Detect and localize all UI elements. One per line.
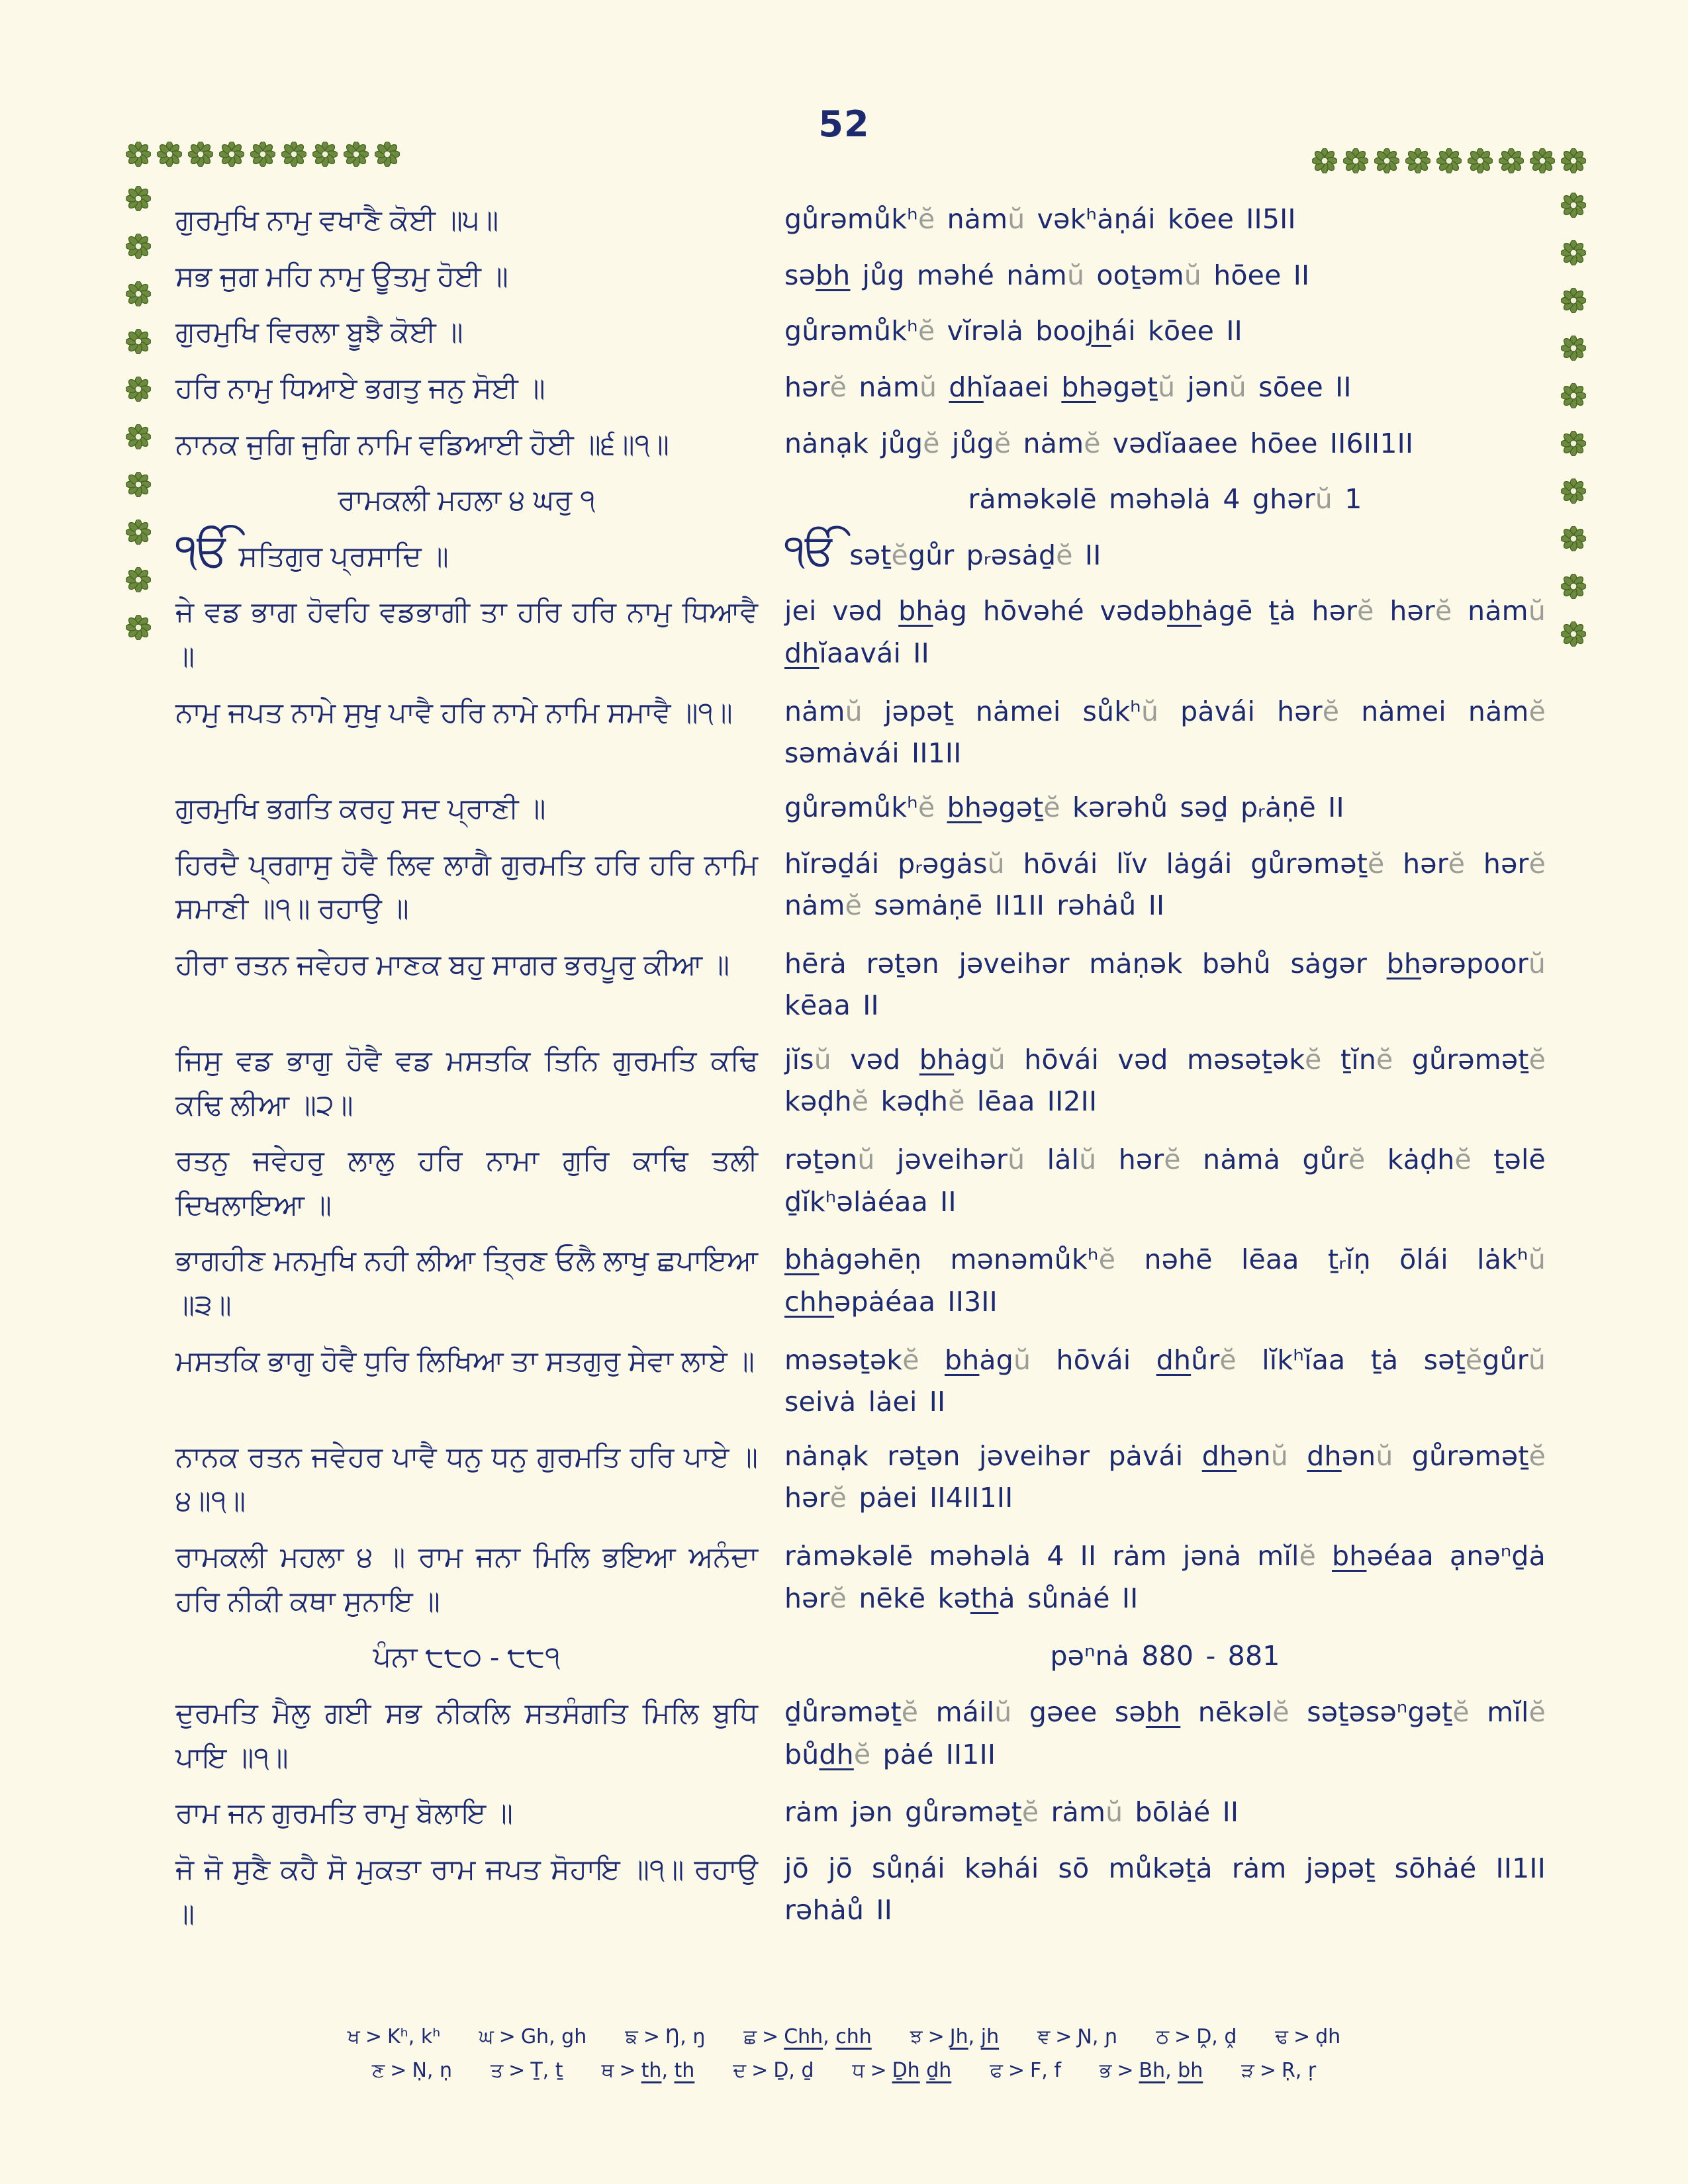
flower-icon: [1343, 148, 1368, 173]
verse-grid: [175, 199, 1546, 1948]
gurmukhi-text: ਜੋ ਜੋ ਸੁਣੈ ਕਹੈ ਸੋ ਮੁਕਤਾ ਰਾਮ ਜਪਤ ਸੋਹਾਇ ॥੧॥ ਰਹਾਉ ॥: [175, 1853, 758, 1930]
flower-icon: [250, 142, 275, 167]
flower-icon: [126, 472, 151, 497]
flower-icon: [1561, 621, 1586, 647]
flower-icon: [1561, 574, 1586, 599]
legend-item: [910, 2025, 999, 2048]
transliteration-text: rəṯənŭ jəveihərŭ lȧlŭ hərĕ nȧmȧ gůrĕ kȧḍhĕ ṯəlē ḏĭkʰəlȧéaa II: [784, 1144, 1546, 1218]
flower-icon: [312, 142, 338, 167]
transliteration-text: hērȧ rəṯən jəveihər mȧṇək bəhů sȧgər bhərəpoorŭ kēaa II: [784, 947, 1546, 1022]
flower-icon: [126, 377, 151, 402]
gurmukhi-letter: ਠ: [1156, 2025, 1170, 2048]
gurmukhi-text: ਗੁਰਮੁਖਿ ਵਿਰਲਾ ਬੂਝੈ ਕੋਈ ॥: [175, 316, 463, 349]
page-number: 52: [818, 103, 870, 145]
gurmukhi-text: ਰਾਮ ਜਨ ਗੁਰਮਤਿ ਰਾਮੁ ਬੋਲਾਇ ॥: [175, 1797, 513, 1830]
transliteration-text: səbh jůg məhé nȧmŭ ooṯəmŭ hōee II: [784, 259, 1310, 291]
legend-item: [491, 2059, 563, 2082]
legend-row: [0, 2025, 1688, 2048]
flower-icon: [1561, 526, 1586, 551]
transliteration-text: hərĕ nȧmŭ dhĭaaei bhəgəṯŭ jənŭ sōee II: [784, 371, 1352, 403]
legend-item: [1275, 2025, 1340, 2048]
flower-icon: [1530, 148, 1555, 173]
gurmukhi-letter: ਤ: [490, 2059, 504, 2082]
mapping-arrow: >: [1174, 2025, 1192, 2048]
legend-item: [601, 2059, 694, 2082]
legend-item: [348, 2025, 441, 2048]
flower-icon: [219, 142, 244, 167]
gurmukhi-text: ਪੰਨਾ ੮੮੦ - ੮੮੧: [373, 1641, 561, 1674]
mapping-arrow: >: [508, 2059, 526, 2082]
roman-equivalent: th, th: [641, 2059, 695, 2082]
roman-equivalent: ḍh: [1315, 2025, 1341, 2048]
gurmukhi-text: ਹੀਰਾ ਰਤਨ ਜਵੇਹਰ ਮਾਣਕ ਬਹੁ ਸਾਗਰ ਭਰਪੂਰੁ ਕੀਆ ॥: [175, 948, 730, 981]
gurmukhi-text: ਜਿਸੁ ਵਡ ਭਾਗੁ ਹੋਵੈ ਵਡ ਮਸਤਕਿ ਤਿਨਿ ਗੁਰਮਤਿ ਕਢਿ ਕਢਿ ਲੀਆ ॥੨॥: [175, 1044, 758, 1121]
gurmukhi-letter: ਦ: [733, 2059, 747, 2082]
gurmukhi-text: ਰਾਮਕਲੀ ਮਹਲਾ ੪ ਘਰੁ ੧: [338, 484, 596, 517]
flower-icon: [375, 142, 400, 167]
flower-icon: [157, 142, 182, 167]
legend-item: [743, 2025, 871, 2048]
transliteration-text: rȧməkəlē məhəlȧ 4 ghərŭ 1: [968, 483, 1362, 516]
mapping-arrow: >: [643, 2025, 660, 2048]
transliteration-text: pəⁿnȧ 880 - 881: [1050, 1640, 1280, 1672]
transliteration-text: bhȧgəhēṇ mənəmůkʰĕ nəhē lēaa ṯᵣĭṇ ōlái lȧkʰŭ chhəpȧéaa II3II: [784, 1244, 1546, 1318]
roman-equivalent: Ḏh ḏh: [892, 2059, 952, 2082]
ik-onkar-symbol: ੴ: [175, 524, 231, 576]
flower-icon: [344, 142, 369, 167]
mapping-arrow: >: [390, 2059, 407, 2082]
gurmukhi-text: ਰਤਨੁ ਜਵੇਹਰੁ ਲਾਲੁ ਹਰਿ ਨਾਮਾ ਗੁਰਿ ਕਾਢਿ ਤਲੀ ਦਿਖਲਾਇਆ ॥: [175, 1145, 758, 1221]
gurmukhi-letter: ਙ: [625, 2025, 638, 2048]
transliteration-text: jei vəd bhȧg hōvəhé vədəbhȧgē ṯȧ hərĕ hərĕ nȧmŭ dhĭaavái II: [784, 595, 1546, 670]
gurmukhi-letter: ਛ: [743, 2025, 757, 2048]
roman-equivalent: Ṛ, ṛ: [1281, 2059, 1317, 2082]
ik-onkar-symbol: ੴ: [784, 524, 838, 575]
flower-icon: [1312, 148, 1337, 173]
transliteration-text: gůrəmůkʰĕ bhəgəṯĕ kərəhů səḏ pᵣȧṇē II: [784, 791, 1344, 823]
roman-equivalent: Gh, gh: [520, 2025, 587, 2048]
mapping-arrow: >: [762, 2025, 779, 2048]
roman-equivalent: Chh, chh: [784, 2025, 872, 2048]
gurmukhi-text: ਨਾਨਕ ਜੁਗਿ ਜੁਗਿ ਨਾਮਿ ਵਡਿਆਈ ਹੋਈ ॥੬॥੧॥: [175, 428, 669, 461]
flower-icon: [1436, 148, 1462, 173]
legend-item: [853, 2059, 952, 2082]
mapping-arrow: >: [870, 2059, 887, 2082]
mapping-arrow: >: [619, 2059, 636, 2082]
gurmukhi-letter: ਖ: [347, 2025, 360, 2048]
gurmukhi-letter: ਫ: [990, 2059, 1003, 2082]
transliteration-text: jĭsŭ vəd bhȧgŭ hōvái vəd məsəṯəkĕ ṯĭnĕ gůrəməṯĕ kəḍhĕ kəḍhĕ lēaa II2II: [784, 1043, 1546, 1118]
roman-equivalent: Bh, bh: [1139, 2059, 1203, 2082]
mapping-arrow: >: [365, 2025, 382, 2048]
mapping-arrow: >: [1117, 2059, 1134, 2082]
transliteration-text: ੴ səṯĕgůr pᵣəsȧḏĕ II: [784, 524, 1102, 575]
mapping-arrow: >: [927, 2025, 945, 2048]
transliteration-text: rȧm jən gůrəməṯĕ rȧmŭ bōlȧé II: [784, 1796, 1239, 1829]
flower-icon: [281, 142, 306, 167]
roman-equivalent: Jh, jh: [949, 2025, 1000, 2048]
legend-item: [479, 2025, 586, 2048]
flower-icon: [126, 186, 151, 211]
gurmukhi-text: ਦੁਰਮਤਿ ਮੈਲੁ ਗਈ ਸਭ ਨੀਕਲਿ ਸਤਸੰਗਤਿ ਮਿਲਿ ਬੁਧਿ ਪਾਇ ॥੧॥: [175, 1698, 758, 1774]
flower-icon: [126, 142, 151, 167]
roman-equivalent: Ɲ, ɲ: [1077, 2025, 1118, 2048]
flower-icon: [126, 281, 151, 306]
gurmukhi-letter: ਥ: [601, 2059, 614, 2082]
roman-equivalent: Ḏ, ḏ: [773, 2059, 814, 2082]
legend-item: [372, 2059, 452, 2082]
mapping-arrow: >: [1259, 2059, 1276, 2082]
pronunciation-legend: [0, 2025, 1688, 2082]
flower-icon: [188, 142, 213, 167]
gurmukhi-text: ਮਸਤਕਿ ਭਾਗੁ ਹੋਵੈ ਧੁਰਿ ਲਿਖਿਆ ਤਾ ਸਤਗੁਰੁ ਸੇਵਾ ਲਾਏ ॥: [175, 1345, 755, 1377]
flower-icon: [126, 329, 151, 354]
flower-icon: [1561, 193, 1586, 218]
legend-item: [1156, 2025, 1237, 2048]
legend-item: [625, 2025, 705, 2048]
flower-icon: [1499, 148, 1524, 173]
gurmukhi-letter: ਣ: [371, 2059, 385, 2082]
flower-icon: [1561, 336, 1586, 361]
mapping-arrow: >: [1008, 2059, 1025, 2082]
gurmukhi-letter: ਞ: [1037, 2025, 1051, 2048]
gurmukhi-letter: ਘ: [479, 2025, 494, 2048]
roman-equivalent: F, f: [1030, 2059, 1061, 2082]
transliteration-text: gůrəmůkʰĕ nȧmŭ vəkʰȧṇái kōee II5II: [784, 203, 1296, 235]
flower-icon: [1561, 383, 1586, 408]
flower-icon: [1561, 478, 1586, 504]
gurmukhi-text: ਭਾਗਹੀਣ ਮਨਮੁਖਿ ਨਹੀ ਲੀਆ ਤ੍ਰਿਣ ਓਲੈ ਲਾਖੁ ਛਪਾਇਆ ॥੩॥: [175, 1245, 758, 1322]
gurmukhi-text: ਰਾਮਕਲੀ ਮਹਲਾ ੪ ॥ ਰਾਮ ਜਨਾ ਮਿਲਿ ਭਇਆ ਅਨੰਦਾ ਹਰਿ ਨੀਕੀ ਕਥਾ ਸੁਨਾਇ ॥: [175, 1541, 758, 1617]
transliteration-text: nȧnạk jůgĕ jůgĕ nȧmĕ vədĭaaee hōee II6II1II: [784, 427, 1414, 459]
flower-icon: [1405, 148, 1430, 173]
roman-equivalent: Kʰ, kʰ: [387, 2025, 441, 2048]
gurmukhi-text: ਜੇ ਵਡ ਭਾਗ ਹੋਵਹਿ ਵਡਭਾਗੀ ਤਾ ਹਰਿ ਹਰਿ ਨਾਮੁ ਧਿਆਵੈ ॥: [175, 596, 758, 673]
gurmukhi-letter: ੜ: [1241, 2059, 1254, 2082]
flower-icon: [1561, 240, 1586, 265]
flower-icon: [1468, 148, 1493, 173]
roman-equivalent: Ŋ, ŋ: [665, 2025, 706, 2048]
flower-icon: [1561, 148, 1586, 173]
roman-equivalent: Ṇ, ṇ: [412, 2059, 452, 2082]
gurmukhi-letter: ਢ: [1275, 2025, 1288, 2048]
gurmukhi-letter: ਧ: [852, 2059, 865, 2082]
gurmukhi-text: ਗੁਰਮੁਖਿ ਭਗਤਿ ਕਰਹੁ ਸਦ ਪ੍ਰਾਣੀ ॥: [175, 792, 546, 825]
flower-icon: [1374, 148, 1399, 173]
flower-icon: [126, 567, 151, 592]
transliteration-text: gůrəmůkʰĕ vĭrəlȧ boojhái kōee II: [784, 315, 1243, 347]
flower-icon: [1561, 431, 1586, 456]
flower-icon: [126, 424, 151, 449]
flower-icon: [1561, 288, 1586, 313]
legend-row: [0, 2059, 1688, 2082]
mapping-arrow: >: [1055, 2025, 1072, 2048]
flower-icon: [126, 520, 151, 545]
legend-item: [1100, 2059, 1203, 2082]
flower-icon: [126, 615, 151, 640]
mapping-arrow: >: [751, 2059, 769, 2082]
transliteration-text: hĭrəḏái pᵣəgȧsŭ hōvái lĭv lȧgái gůrəməṯĕ hərĕ hərĕ nȧmĕ səmȧṇē II1II rəhȧů II: [784, 847, 1546, 922]
gurmukhi-text: ਸਭ ਜੁਗ ਮਹਿ ਨਾਮੁ ਊਤਮੁ ਹੋਈ ॥: [175, 260, 508, 293]
flower-icon: [126, 234, 151, 259]
transliteration-text: nȧnạk rəṯən jəveihər pȧvái dhənŭ dhənŭ gůrəməṯĕ hərĕ pȧei II4II1II: [784, 1439, 1546, 1514]
gurmukhi-text: ੴ ਸਤਿਗੁਰ ਪ੍ਰਸਾਦਿ ॥: [175, 524, 449, 576]
gurmukhi-text: ਗੁਰਮੁਖਿ ਨਾਮੁ ਵਖਾਣੈ ਕੋਈ ॥੫॥: [175, 205, 499, 236]
legend-item: [1241, 2059, 1316, 2082]
legend-item: [990, 2059, 1061, 2082]
gurmukhi-text: ਨਾਨਕ ਰਤਨ ਜਵੇਹਰ ਪਾਵੈ ਧਨੁ ਧਨੁ ਗੁਰਮਤਿ ਹਰਿ ਪਾਏ ॥੪॥੧॥: [175, 1441, 758, 1518]
roman-equivalent: Ḓ, ḓ: [1196, 2025, 1237, 2048]
gurmukhi-text: ਹਿਰਦੈ ਪ੍ਰਗਾਸੁ ਹੋਵੈ ਲਿਵ ਲਾਗੈ ਗੁਰਮਤਿ ਹਰਿ ਹਰਿ ਨਾਮਿ ਸਮਾਣੀ ॥੧॥ ਰਹਾਉ ॥: [175, 848, 758, 925]
legend-item: [733, 2059, 814, 2082]
mapping-arrow: >: [498, 2025, 516, 2048]
legend-item: [1037, 2025, 1117, 2048]
gurmukhi-text: ਨਾਮੁ ਜਪਤ ਨਾਮੇ ਸੁਖੁ ਪਾਵੈ ਹਰਿ ਨਾਮੇ ਨਾਮਿ ਸਮਾਵੈ ॥੧॥: [175, 696, 733, 729]
transliteration-text: rȧməkəlē məhəlȧ 4 II rȧm jənȧ mĭlĕ bhəéaa ạnəⁿḏȧ hərĕ nēkē kəthȧ sůnȧé II: [784, 1540, 1546, 1614]
mapping-arrow: >: [1293, 2025, 1311, 2048]
roman-equivalent: Ṯ, ṯ: [530, 2059, 563, 2082]
transliteration-text: ḏůrəməṯĕ máilŭ gəee səbh nēkəlĕ səṯəsəⁿgəṯĕ mĭlĕ bůdhĕ pȧé II1II: [784, 1696, 1546, 1770]
transliteration-text: jō jō sůṇái kəhái sō můkəṯȧ rȧm jəpəṯ sōhȧé II1II rəhȧů II: [784, 1852, 1546, 1927]
gurmukhi-letter: ਭ: [1099, 2059, 1112, 2082]
gurmukhi-text: ਹਰਿ ਨਾਮੁ ਧਿਆਏ ਭਗਤੁ ਜਨੁ ਸੋਈ ॥: [175, 372, 545, 404]
transliteration-text: məsəṯəkĕ bhȧgŭ hōvái dhůrĕ lĭkʰĭaa ṯȧ səṯĕgůrŭ seivȧ lȧei II: [784, 1343, 1546, 1418]
transliteration-text: nȧmŭ jəpəṯ nȧmei sůkʰŭ pȧvái hərĕ nȧmei nȧmĕ səmȧvái II1II: [784, 695, 1546, 770]
gurmukhi-letter: ਝ: [910, 2025, 923, 2048]
